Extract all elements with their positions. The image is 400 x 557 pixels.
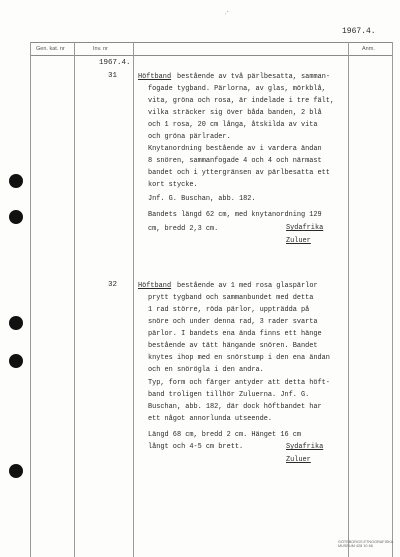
header-top-rule	[30, 42, 392, 43]
column-rule	[30, 42, 31, 557]
entry-line: knytes ihop med en snörstump i den ena ändan	[148, 354, 330, 362]
entry-line: och gröna pärlrader.	[148, 133, 231, 141]
origin-region: Sydafrika	[286, 224, 324, 232]
origin-region: Sydafrika	[286, 443, 324, 451]
entry-line: Knytanordning bestående av i vardera ändan	[148, 145, 322, 153]
entry-line: ett något annorlunda utseende.	[148, 415, 273, 423]
entry-line: bestående av tätt hängande snören. Bandet	[148, 342, 318, 350]
entry-title: Höftband	[138, 73, 172, 81]
paper-mark: ,⁺	[225, 10, 230, 16]
entry-line: 8 snören, sammanfogade 4 och 4 och närmast	[148, 157, 322, 165]
entry-line: Typ, form och färger antyder att detta höft-	[148, 379, 330, 387]
entry-line: bestående av 1 med rosa glaspärlor	[177, 282, 318, 290]
entry-line: och 1 rosa, 20 cm långa, åtskilda av vita	[148, 121, 318, 129]
column-rule	[392, 42, 393, 557]
top-accession-number: 1967.4.	[342, 27, 376, 36]
binder-hole	[9, 464, 23, 478]
entry-line: 1 rad större, röda pärlor, uppträdda på	[148, 306, 310, 314]
header-bottom-rule	[30, 55, 392, 56]
entry-line: vita, gröna och rosa, är indelade i tre fält,	[148, 97, 335, 105]
entry-line: kort stycke.	[148, 181, 198, 189]
entry-line: bandet och i yttergränsen av pärlbesatta ett	[148, 169, 330, 177]
entry-line: Buschan, abb. 182, där dock höftbandet har	[148, 403, 322, 411]
column-rule	[74, 42, 75, 557]
entry-title: Höftband	[138, 282, 172, 290]
column-header-inv-nr: Inv. nr	[93, 46, 108, 52]
binder-hole	[9, 316, 23, 330]
entry-accession-number: 1967.4.	[99, 59, 131, 67]
printer-footer: GÖTEBORGS ETNOGRAFISKA MUSEUM 428 10 66	[338, 540, 394, 548]
entry-line: cm, bredd 2,3 cm.	[148, 225, 219, 233]
binder-hole	[9, 210, 23, 224]
binder-hole	[9, 354, 23, 368]
inventory-number: 31	[108, 72, 118, 80]
entry-line: Bandets längd 62 cm, med knytanordning 129	[148, 211, 322, 219]
entry-line: Jnf. G. Buschan, abb. 182.	[148, 195, 256, 203]
inventory-number: 32	[108, 281, 118, 289]
column-header-gen-kat-nr: Gen. kat. nr	[36, 46, 65, 52]
entry-line: och en snörögla i den andra.	[148, 366, 264, 374]
binder-hole	[9, 174, 23, 188]
entry-line: pärlor. I bandets ena ända finns ett hänge	[148, 330, 322, 338]
entry-line: Längd 68 cm, bredd 2 cm. Hänget 16 cm	[148, 431, 301, 439]
column-rule	[133, 42, 134, 557]
entry-line: vilka sträcker sig över båda banden, 2 blå	[148, 109, 322, 117]
column-rule	[348, 42, 349, 557]
entry-line: prytt tygband och sammanbundet med detta	[148, 294, 314, 302]
entry-line: fogade tygband. Pärlorna, av glas, mörkblå,	[148, 85, 326, 93]
entry-line: band troligen tillhör Zuluerna. Jnf. G.	[148, 391, 310, 399]
column-header-anm: Anm.	[362, 46, 375, 52]
origin-people: Zuluer	[286, 456, 311, 464]
entry-line: långt och 4-5 cm brett.	[148, 443, 244, 451]
entry-line: snöre och under denna rad, 3 rader svarta	[148, 318, 318, 326]
entry-line: bestående av två pärlbesatta, samman-	[177, 73, 330, 81]
origin-people: Zuluer	[286, 237, 311, 245]
